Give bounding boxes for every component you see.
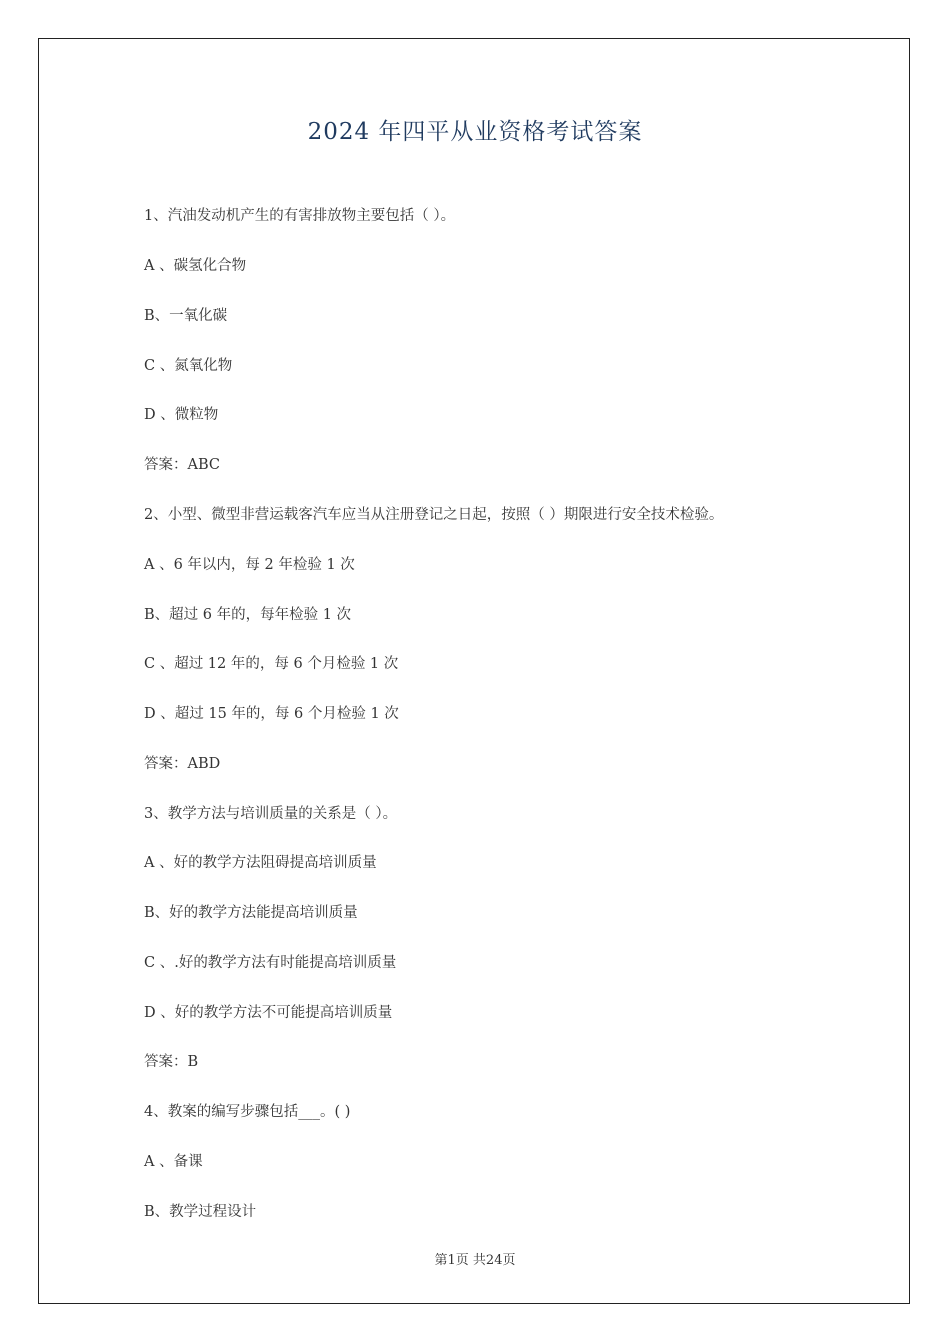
question-3-option-a: A 、好的教学方法阻碍提高培训质量 [144, 855, 377, 871]
question-2-text: 2、小型、微型非营运载客汽车应当从注册登记之日起，按照（ ）期限进行安全技术检验。 [144, 507, 724, 523]
question-1-text: 1、汽油发动机产生的有害排放物主要包括（ ）。 [144, 208, 456, 224]
question-3-answer: 答案：B [144, 1054, 199, 1070]
question-2-option-d: D 、超过 15 年的，每 6 个月检验 1 次 [144, 706, 399, 722]
question-1-option-d: D 、微粒物 [144, 407, 219, 423]
question-2-option-c: C 、超过 12 年的，每 6 个月检验 1 次 [144, 656, 399, 672]
question-4-option-b: B、教学过程设计 [144, 1204, 257, 1220]
question-1-answer: 答案：ABC [144, 457, 220, 473]
question-4-text: 4、教案的编写步骤包括___。( ) [144, 1104, 351, 1120]
question-2-answer: 答案：ABD [144, 756, 221, 772]
document-title: 2024 年四平从业资格考试答案 [307, 119, 643, 145]
question-2-option-b: B、超过 6 年的，每年检验 1 次 [144, 607, 352, 623]
question-3-option-c: C 、.好的教学方法有时能提高培训质量 [144, 955, 397, 971]
question-1-option-c: C 、氮氧化物 [144, 358, 233, 374]
page-number-footer: 第1页 共24页 [434, 1253, 516, 1268]
question-3-option-b: B、好的教学方法能提高培训质量 [144, 905, 358, 921]
question-3-text: 3、教学方法与培训质量的关系是（ ）。 [144, 806, 398, 822]
question-1-option-a: A 、碳氢化合物 [144, 258, 247, 274]
question-3-option-d: D 、好的教学方法不可能提高培训质量 [144, 1005, 393, 1021]
question-4-option-a: A 、备课 [144, 1154, 203, 1170]
question-1-option-b: B、一氧化碳 [144, 308, 228, 324]
question-2-option-a: A 、6 年以内，每 2 年检验 1 次 [144, 557, 355, 573]
